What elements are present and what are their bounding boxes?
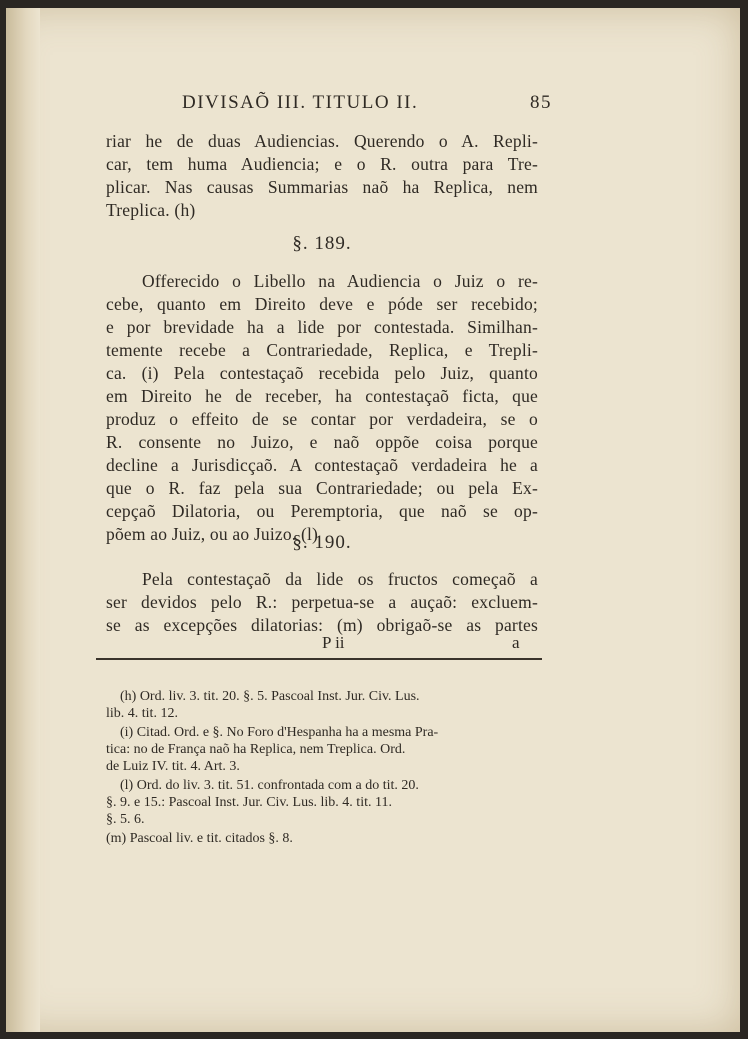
footnote-line: tica: no de França naõ ha Replica, nem Treplica. Ord.	[106, 742, 406, 757]
section-189-body	[106, 270, 538, 546]
section-189-heading: §. 189.	[292, 233, 352, 254]
section-190-body	[106, 568, 538, 637]
footnote-l	[106, 777, 544, 828]
footnote-line: §. 5. 6.	[106, 812, 145, 827]
footnote-line: (m) Pascoal liv. e tit. citados §. 8.	[106, 831, 293, 846]
text-line: Offerecido o Libello na Audiencia o Juiz o re-	[142, 271, 538, 291]
footnote-m	[106, 830, 544, 847]
page-number: 85	[530, 92, 552, 113]
text-line: Pela contestaçaõ da lide os fructos começaõ a	[142, 569, 538, 589]
text-line: plicar. Nas causas Summarias naõ ha Replica, nem	[106, 177, 538, 197]
text-line: ser devidos pelo R.: perpetua-se a auçaõ: excluem-	[106, 592, 538, 612]
text-line: car, tem huma Audiencia; e o R. outra para Tre-	[106, 154, 538, 174]
footnote-line: lib. 4. tit. 12.	[106, 706, 178, 721]
footnote-h	[106, 688, 544, 722]
footnote-line: de Luiz IV. tit. 4. Art. 3.	[106, 759, 240, 774]
footnote-line: §. 9. e 15.: Pascoal Inst. Jur. Civ. Lus. lib. 4. tit. 11.	[106, 795, 392, 810]
text-line: decline a Jurisdicçaõ. A contestaçaõ verdadeira he a	[106, 455, 538, 475]
page-gutter	[6, 8, 40, 1032]
section-190-heading: §. 190.	[292, 532, 352, 553]
catchword: a	[512, 633, 520, 652]
footnote-rule	[96, 658, 542, 660]
text-line: produz o effeito de se contar por verdadeira, se o	[106, 409, 538, 429]
footnote-line: (l) Ord. do liv. 3. tit. 51. confrontada com a do tit. 20.	[120, 778, 419, 793]
paragraph-continuation	[106, 130, 538, 222]
footnotes	[106, 688, 544, 849]
text-line: ca. (i) Pela contestaçaõ recebida pelo Juiz, quanto	[106, 363, 538, 383]
running-header	[182, 92, 552, 114]
text-line: Treplica. (h)	[106, 200, 196, 220]
text-line: põem ao Juiz, ou ao Juizo. (l)	[106, 524, 319, 544]
text-line: e por brevidade ha a lide por contestada. Similhan-	[106, 317, 538, 337]
text-line: riar he de duas Audiencias. Querendo o A. Repli-	[106, 131, 538, 151]
running-title: DIVISAÕ III. TITULO II.	[182, 92, 419, 113]
text-line: em Direito he de receber, ha contestaçaõ ficta, que	[106, 386, 538, 406]
text-line: cepçaõ Dilatoria, ou Peremptoria, que naõ se op-	[106, 501, 538, 521]
text-line: R. consente no Juizo, e naõ oppõe coisa porque	[106, 432, 538, 452]
signature-mark: P ii	[322, 633, 345, 652]
text-line: que o R. faz pela sua Contrariedade; ou pela Ex-	[106, 478, 538, 498]
footnote-i	[106, 724, 544, 775]
footnote-line: (h) Ord. liv. 3. tit. 20. §. 5. Pascoal Inst. Jur. Civ. Lus.	[120, 689, 420, 704]
footnote-line: (i) Citad. Ord. e §. No Foro d'Hespanha ha a mesma Pra-	[120, 725, 439, 740]
text-line: se as excepções dilatorias: (m) obrigaõ-se as partes	[106, 615, 538, 635]
text-line: cebe, quanto em Direito deve e póde ser recebido;	[106, 294, 538, 314]
text-line: temente recebe a Contrariedade, Replica, e Trepli-	[106, 340, 538, 360]
